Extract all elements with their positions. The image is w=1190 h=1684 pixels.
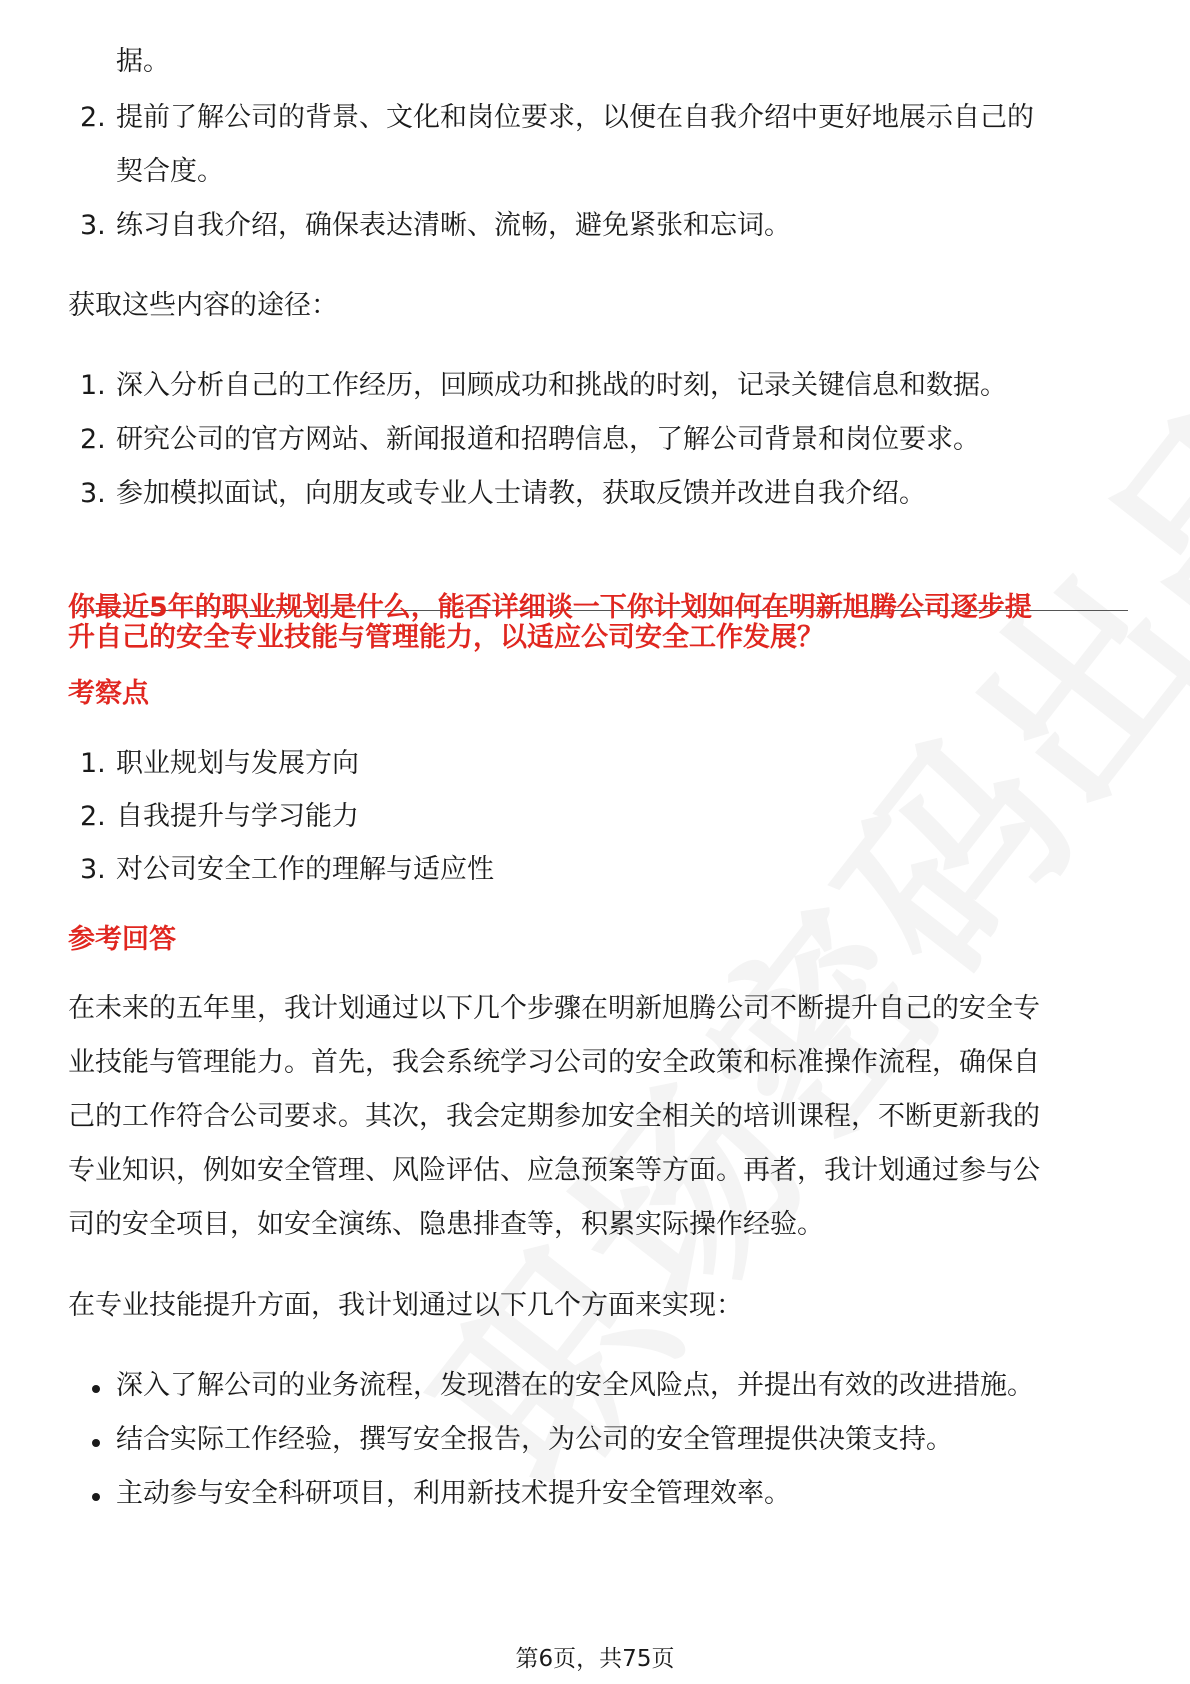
answer-paragraph-line: 在专业技能提升方面，我计划通过以下几个方面来实现： [68, 1290, 743, 1321]
list-number: 3. [80, 210, 106, 241]
question-line: 升自己的安全专业技能与管理能力，以适应公司安全工作发展？ [68, 622, 824, 653]
bullet-dot [92, 1385, 100, 1393]
continuation-text: 据。 [116, 46, 170, 77]
bullet-dot [92, 1439, 100, 1447]
answer-paragraph-line: 己的工作符合公司要求。其次，我会定期参加安全相关的培训课程，不断更新我的 [68, 1101, 1040, 1132]
list-item-text: 职业规划与发展方向 [116, 748, 359, 779]
bullet-item-text: 主动参与安全科研项目，利用新技术提升安全管理效率。 [116, 1478, 791, 1509]
list-item-text: 对公司安全工作的理解与适应性 [116, 854, 494, 885]
bullet-item-text: 结合实际工作经验，撰写安全报告，为公司的安全管理提供决策支持。 [116, 1424, 953, 1455]
list-number: 3. [80, 478, 106, 509]
list-number: 2. [80, 801, 106, 832]
list-item-text: 参加模拟面试，向朋友或专业人士请教，获取反馈并改进自我介绍。 [116, 478, 926, 509]
page-footer: 第6页，共75页 [515, 1646, 675, 1672]
list-item-text: 提前了解公司的背景、文化和岗位要求，以便在自我介绍中更好地展示自己的 [116, 102, 1034, 133]
points-heading: 考察点 [68, 678, 149, 709]
list-item-text: 自我提升与学习能力 [116, 801, 359, 832]
answer-paragraph-line: 司的安全项目，如安全演练、隐患排查等，积累实际操作经验。 [68, 1209, 824, 1240]
answer-heading: 参考回答 [68, 924, 176, 955]
list-item-text: 练习自我介绍，确保表达清晰、流畅，避免紧张和忘词。 [116, 210, 791, 241]
bullet-item-text: 深入了解公司的业务流程，发现潜在的安全风险点，并提出有效的改进措施。 [116, 1370, 1034, 1401]
list-number: 1. [80, 748, 106, 779]
list-item-text: 契合度。 [116, 156, 224, 187]
list-item-text: 研究公司的官方网站、新闻报道和招聘信息，了解公司背景和岗位要求。 [116, 424, 980, 455]
list-number: 1. [80, 370, 106, 401]
list-number: 3. [80, 854, 106, 885]
list-item-text: 深入分析自己的工作经历，回顾成功和挑战的时刻，记录关键信息和数据。 [116, 370, 1007, 401]
answer-paragraph-line: 业技能与管理能力。首先，我会系统学习公司的安全政策和标准操作流程，确保自 [68, 1047, 1040, 1078]
answer-paragraph-line: 在未来的五年里，我计划通过以下几个步骤在明新旭腾公司不断提升自己的安全专 [68, 993, 1040, 1024]
list-number: 2. [80, 424, 106, 455]
answer-paragraph-line: 专业知识，例如安全管理、风险评估、应急预案等方面。再者，我计划通过参与公 [68, 1155, 1040, 1186]
bullet-dot [92, 1493, 100, 1501]
sources-heading: 获取这些内容的途径： [68, 290, 338, 321]
question-line: 你最近5年的职业规划是什么，能否详细谈一下你计划如何在明新旭腾公司逐步提 [68, 592, 1032, 623]
list-number: 2. [80, 102, 106, 133]
